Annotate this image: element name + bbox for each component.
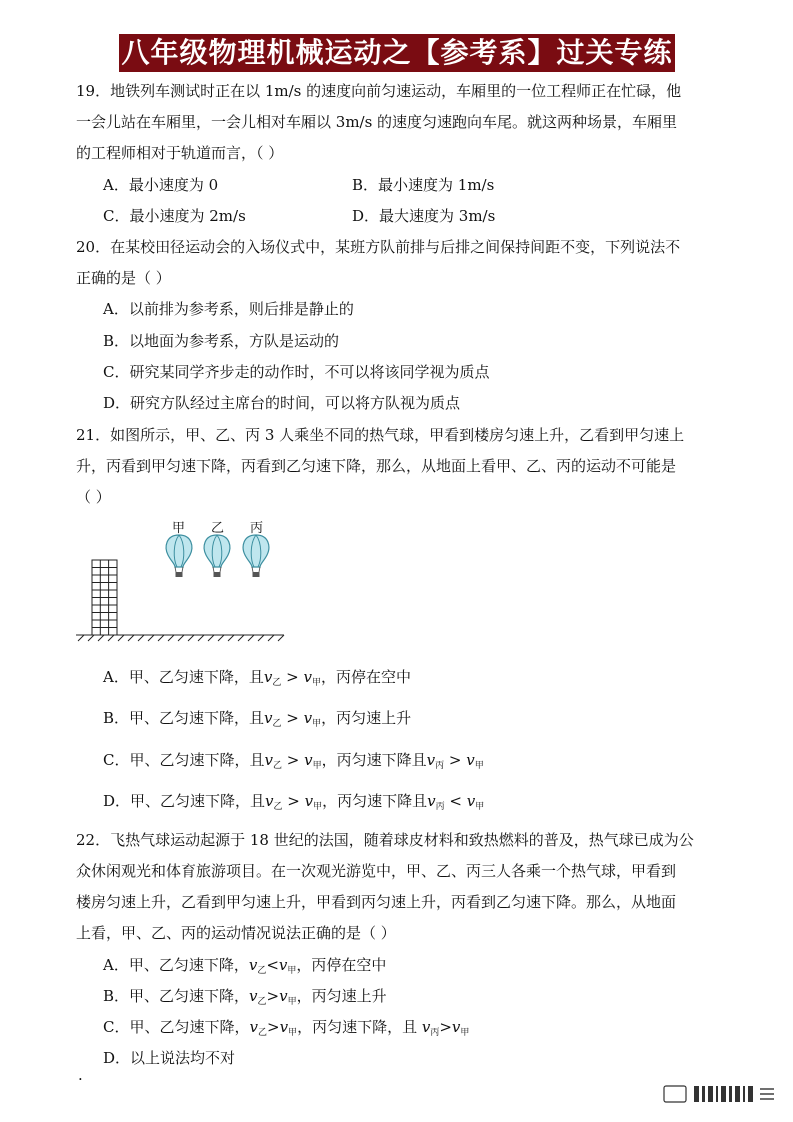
q19-option-c: C．最小速度为 2m/s — [103, 207, 246, 225]
building-icon — [92, 560, 117, 635]
q20-option-d: D．研究方队经过主席台的时间，可以将方队视为质点 — [103, 394, 461, 412]
q22-option-b: B．甲、乙匀速下降，$v_乙>v_甲$，丙匀速上升 — [103, 987, 387, 1007]
q22-line-2: 众休闲观光和体育旅游项目。在一次观光游览中，甲、乙、丙三人各乘一个热气球，甲看到 — [76, 862, 677, 880]
q20-line-2: 正确的是（ ） — [76, 269, 171, 287]
footer-dot: · — [78, 1070, 83, 1088]
page-title: 八年级物理机械运动之【参考系】过关专练 — [119, 34, 675, 72]
q21-option-d: D．甲、乙匀速下降，且$v_乙 > v_甲$，丙匀速下降且$v_丙 < v_甲$ — [103, 792, 485, 812]
q19-line-3: 的工程师相对于轨道而言，（ ） — [76, 144, 284, 162]
q21-line-1: 21．如图所示，甲、乙、丙 3 人乘坐不同的热气球，甲看到楼房匀速上升，乙看到甲匀速上 — [76, 426, 685, 444]
q19-option-b: B．最小速度为 1m/s — [352, 176, 495, 194]
q19-option-d: D．最大速度为 3m/s — [352, 207, 496, 225]
figure-label-jia: 甲 — [172, 521, 186, 536]
lines-icon[interactable] — [760, 1089, 774, 1099]
q20-option-c: C．研究某同学齐步走的动作时，不可以将该同学视为质点 — [103, 363, 490, 381]
balloon-figure — [70, 515, 290, 645]
figure-label-bing: 丙 — [250, 521, 264, 536]
q19-option-a: A．最小速度为 0 — [103, 176, 219, 194]
q22-option-c: C．甲、乙匀速下降，$v_乙>v_甲$，丙匀速下降，且 $v_丙>v_甲$ — [103, 1018, 470, 1038]
bars-icon[interactable] — [694, 1086, 753, 1102]
figure-label-yi: 乙 — [211, 521, 225, 536]
q20-option-b: B．以地面为参考系，方队是运动的 — [103, 332, 340, 350]
q20-option-a: A．以前排为参考系，则后排是静止的 — [103, 300, 354, 318]
balloon-jia-icon — [166, 535, 192, 577]
q22-option-a: A．甲、乙匀速下降，$v_乙<v_甲$，丙停在空中 — [103, 956, 387, 976]
page-tools-svg — [660, 1080, 780, 1108]
page-tools — [660, 1080, 780, 1108]
q19-line-2: 一会儿站在车厢里，一会儿相对车厢以 3m/s 的速度匀速跑向车尾。就这两种场景，车厢里 — [76, 113, 678, 131]
q21-option-b: B．甲、乙匀速下降，且$v_乙 > v_甲$，丙匀速上升 — [103, 709, 412, 729]
q21-option-a: A．甲、乙匀速下降，且$v_乙 > v_甲$，丙停在空中 — [103, 668, 411, 688]
q22-line-4: 上看，甲、乙、丙的运动情况说法正确的是（ ） — [76, 924, 396, 942]
q21-option-c: C．甲、乙匀速下降，且$v_乙 > v_甲$，丙匀速下降且$v_丙 > v_甲$ — [103, 751, 484, 771]
balloon-bing-icon — [243, 535, 269, 577]
balloon-yi-icon — [204, 535, 230, 577]
page-icon[interactable] — [664, 1086, 686, 1102]
q22-line-1: 22．飞热气球运动起源于 18 世纪的法国，随着球皮材料和致热燃料的普及，热气球已成为公 — [76, 831, 694, 849]
q20-line-1: 20．在某校田径运动会的入场仪式中，某班方队前排与后排之间保持间距不变，下列说法不 — [76, 238, 681, 256]
q19-line-1: 19．地铁列车测试时正在以 1m/s 的速度向前匀速运动，车厢里的一位工程师正在忙碌，他 — [76, 82, 682, 100]
q21-line-3: （ ） — [76, 488, 111, 506]
q22-line-3: 楼房匀速上升，乙看到甲匀速上升，甲看到丙匀速上升，丙看到乙匀速下降。那么，从地面 — [76, 893, 677, 911]
q22-option-d: D．以上说法均不对 — [103, 1049, 236, 1067]
q21-line-2: 升，丙看到甲匀速下降，丙看到乙匀速下降，那么，从地面上看甲、乙、丙的运动不可能是 — [76, 457, 677, 475]
ground-line — [76, 635, 284, 641]
